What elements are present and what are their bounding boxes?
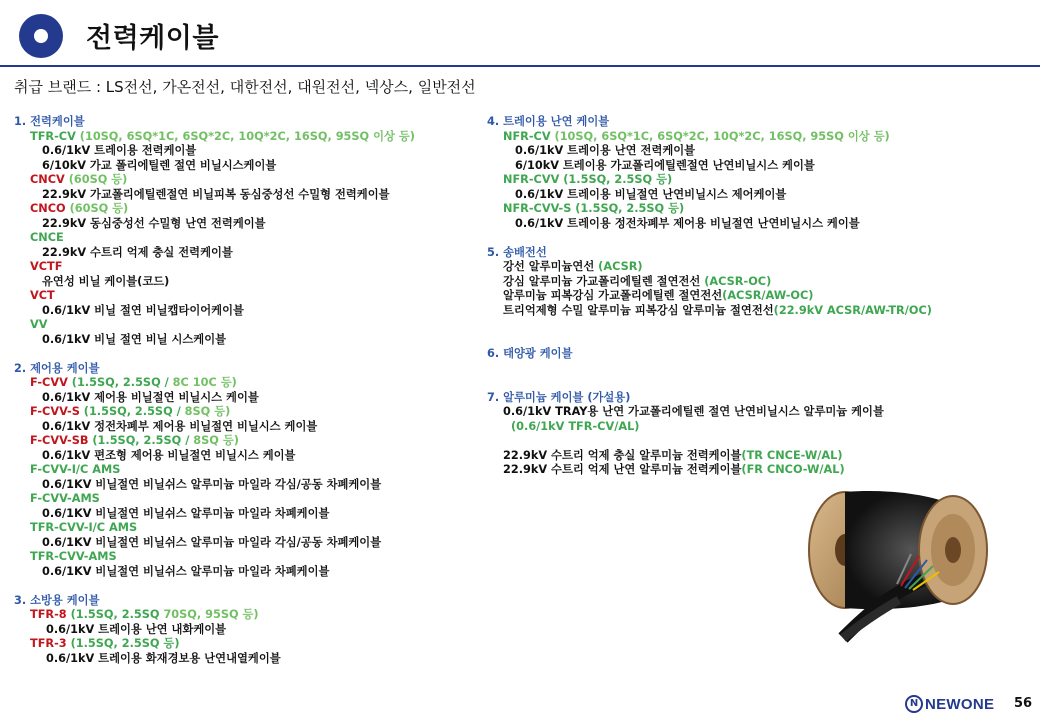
product-desc: 0.6/1kV 트레이용 정전차폐부 제어용 비닐절연 난연비닐시스 케이블 (515, 216, 860, 230)
product-code: F-CVV-SB (30, 434, 89, 447)
section-header: 3. 소방용 케이블 (14, 593, 100, 607)
product-sizes: (1.5SQ, 2.5SQ (66, 608, 164, 621)
product-desc: 6/10kV 가교 폴리에틸렌 절연 비닐시스케이블 (42, 158, 277, 172)
product-sizes: 8SQ 등) (193, 434, 239, 447)
product-code: CNCE (30, 231, 64, 244)
product-code: NFR-CVV (1.5SQ, 2.5SQ 등) (503, 173, 673, 186)
section-header: 5. 송배전선 (487, 245, 547, 259)
product-desc: 22.9kV 수트리 억제 난연 알루미늄 전력케이블 (503, 463, 742, 476)
product-desc: 0.6/1kV TRAY용 난연 가교폴리에틸렌 절연 난연비닐시스 알루미늄 케이블 (503, 405, 884, 418)
section-header: 4. 트레이용 난연 케이블 (487, 115, 610, 128)
logo-text: NEWONE (925, 696, 995, 713)
product-code: (0.6/1kV TFR-CV/AL) (511, 419, 640, 433)
product-desc: 6/10kV 트레이용 가교폴리에틸렌절연 난연비닐시스 케이블 (515, 158, 815, 172)
product-desc: 0.6/1kV 트레이용 난연 내화케이블 (46, 622, 227, 636)
product-sizes: 8SQ 등) (184, 405, 231, 418)
product-sizes: (60SQ 등) (64, 173, 128, 186)
product-code: (TR CNCE-W/AL) (741, 448, 843, 462)
product-code: (FR CNCO-W/AL) (741, 463, 845, 476)
product-code: (22.9kV ACSR/AW-TR/OC) (773, 303, 932, 317)
product-sizes: (10SQ, 6SQ*1C, 6SQ*2C, 10Q*2C, 16SQ, 95SQ 이상 등) (550, 129, 890, 143)
section-header: 2. 제어용 케이블 (14, 361, 100, 375)
product-code: (ACSR-OC) (704, 274, 772, 288)
product-desc: 유연성 비닐 케이블(코드) (42, 274, 170, 288)
product-desc: 0.6/1KV 비닐절연 비닐쉬스 알루미늄 마일라 차폐케이블 (42, 506, 330, 520)
right-column (487, 115, 1027, 478)
product-code: TFR-CVV-I/C AMS (30, 521, 138, 534)
product-desc: 0.6/1kV 비닐 절연 비닐 시스케이블 (42, 332, 227, 346)
page-number: 56 (1014, 696, 1033, 711)
logo-badge-icon: N (905, 695, 923, 713)
cable-reel-image (803, 488, 995, 651)
product-desc: 알루미늄 피복강심 가교폴리에틸렌 절연전선 (503, 289, 723, 302)
product-sizes: 8C 10C 등) (172, 376, 237, 389)
product-line (487, 304, 1027, 319)
product-sizes: (1.5SQ, 2.5SQ / (67, 376, 173, 389)
product-line (14, 376, 484, 391)
product-sizes: (1.5SQ, 2.5SQ / (79, 405, 185, 418)
product-code: (ACSR/AW-OC) (722, 289, 814, 302)
product-line (487, 275, 1027, 290)
product-code: CNCO (30, 202, 66, 215)
product-line (14, 202, 484, 217)
product-desc: 강선 알루미늄연선 (503, 260, 599, 273)
product-desc: 0.6/1kV 트레이용 난연 전력케이블 (515, 144, 696, 157)
product-code: NFR-CVV-S (1.5SQ, 2.5SQ 등) (503, 202, 685, 215)
product-code: TFR-CVV-AMS (30, 550, 117, 563)
product-line (487, 260, 1027, 275)
product-code: TFR-3 (30, 637, 67, 650)
product-desc: 0.6/1KV 비닐절연 비닐쉬스 알루미늄 마일라 각심/공동 차폐케이블 (42, 535, 382, 549)
product-desc: 0.6/1KV 비닐절연 비닐쉬스 알루미늄 마일라 각심/공동 차폐케이블 (42, 477, 382, 491)
product-code: F-CVV (30, 376, 68, 389)
product-code: NFR-CV (503, 129, 551, 143)
product-desc: 0.6/1kV 정전차폐부 제어용 비닐절연 비닐시스 케이블 (42, 419, 318, 433)
product-code: F-CVV-I/C AMS (30, 463, 121, 476)
product-desc: 0.6/1KV 비닐절연 비닐쉬스 알루미늄 마일라 차폐케이블 (42, 564, 330, 578)
title-bullet-icon (19, 14, 63, 58)
page-title: 전력케이블 (86, 23, 219, 54)
product-desc: 22.9kV 가교폴리에틸렌절연 비닐피복 동심중성선 수밀형 전력케이블 (42, 187, 390, 201)
product-code: TFR-CV (30, 129, 76, 143)
product-line (14, 608, 484, 623)
product-code: F-CVV-AMS (30, 492, 100, 505)
product-desc: 0.6/1kV 제어용 비닐절연 비닐시스 케이블 (42, 390, 259, 404)
section-header: 1. 전력케이블 (14, 115, 85, 128)
product-code: (ACSR) (598, 260, 643, 273)
product-code: CNCV (30, 173, 65, 186)
product-sizes: (60SQ 등) (65, 202, 129, 215)
product-line (14, 637, 484, 652)
product-sizes: (1.5SQ, 2.5SQ / (88, 434, 194, 447)
product-line (14, 130, 484, 145)
product-line (487, 130, 1027, 145)
product-code: F-CVV-S (30, 405, 80, 418)
product-line (487, 289, 1027, 304)
product-desc: 0.6/1kV 트레이용 비닐절연 난연비닐시스 제어케이블 (515, 187, 787, 201)
title-divider (0, 65, 1040, 67)
product-desc: 22.9kV 동심중성선 수밀형 난연 전력케이블 (42, 216, 266, 230)
brands-line: 취급 브랜드 : LS전선, 가온전선, 대한전선, 대원전선, 넥상스, 일반전선 (14, 78, 476, 96)
product-desc: 0.6/1kV 편조형 제어용 비닐절연 비닐시스 케이블 (42, 448, 296, 462)
product-line (14, 173, 484, 188)
product-line (487, 449, 1027, 464)
section-header: 6. 태양광 케이블 (487, 347, 573, 360)
product-code: VCT (30, 289, 55, 302)
product-line (14, 405, 484, 420)
section-header: 7. 알루미늄 케이블 (가설용) (487, 390, 631, 404)
left-column (14, 115, 484, 666)
product-desc: 0.6/1kV 트레이용 전력케이블 (42, 144, 197, 157)
product-code: VCTF (30, 260, 63, 273)
product-code: VV (30, 318, 48, 331)
product-desc: 0.6/1kV 비닐 절연 비닐캡타이어케이블 (42, 303, 244, 317)
product-line (14, 434, 484, 449)
product-line (487, 463, 1027, 478)
product-sizes: (10SQ, 6SQ*1C, 6SQ*2C, 10Q*2C, 16SQ, 95SQ 이상 등) (75, 129, 415, 143)
product-sizes: (1.5SQ, 2.5SQ 등) (66, 637, 180, 650)
product-sizes: 70SQ, 95SQ 등) (163, 608, 259, 621)
product-desc: 트리억제형 수밀 알루미늄 피복강심 알루미늄 절연전선 (503, 303, 774, 317)
product-desc: 22.9kV 수트리 억제 충실 알루미늄 전력케이블 (503, 448, 742, 462)
product-desc: 강심 알루미늄 가교폴리에틸렌 절연전선 (503, 274, 705, 288)
product-desc: 22.9kV 수트리 억제 충실 전력케이블 (42, 245, 233, 259)
product-code: TFR-8 (30, 608, 67, 621)
product-desc: 0.6/1kV 트레이용 화재경보용 난연내열케이블 (46, 651, 281, 665)
